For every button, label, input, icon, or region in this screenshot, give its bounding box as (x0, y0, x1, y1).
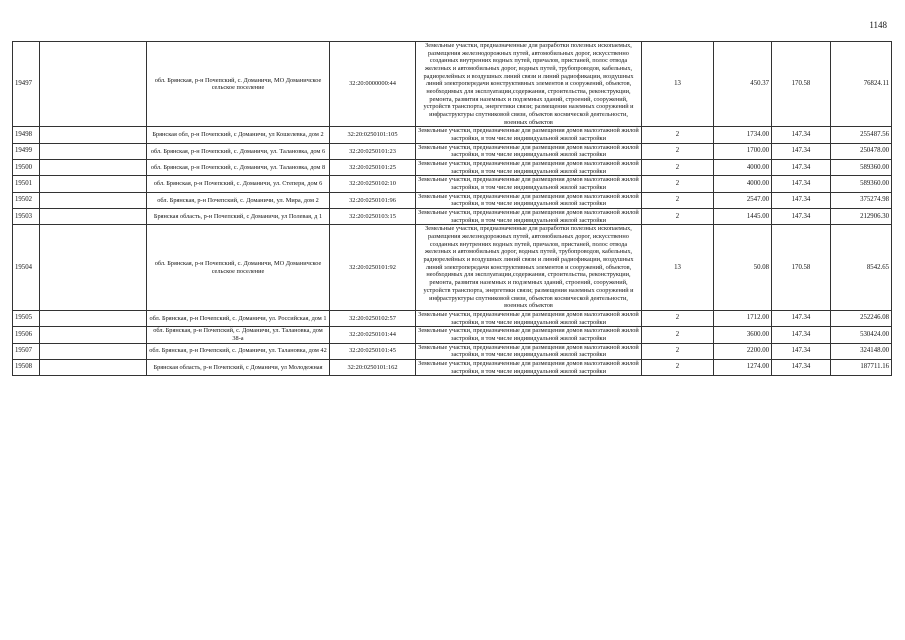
record-number: 19505 (13, 310, 40, 326)
land-use-cell: Земельные участки, предназначенные для размещения домов малоэтажной жилой застройки, в том числе индивидуальной жилой застройки (416, 209, 642, 225)
cost-cell: 187711.16 (831, 359, 892, 375)
cadastral-number-cell: 32:20:0250101:44 (330, 327, 416, 343)
area-cell: 1734.00 (714, 127, 772, 143)
rate-cell: 147.34 (772, 160, 831, 176)
spacer-cell (40, 160, 147, 176)
spacer-cell (40, 209, 147, 225)
cost-cell: 589360.00 (831, 160, 892, 176)
record-number: 19503 (13, 209, 40, 225)
address-cell: обл. Брянская, р-н Почепский, с. Доманичи, ул. Степеря, дом 6 (147, 176, 330, 192)
area-cell: 1274.00 (714, 359, 772, 375)
cadastral-number-cell: 32:20:0250101:23 (330, 143, 416, 159)
cadastral-number-cell: 32:20:0250102:10 (330, 176, 416, 192)
group-cell: 2 (642, 143, 714, 159)
table-row (13, 225, 892, 310)
area-cell: 2547.00 (714, 192, 772, 208)
record-number: 19502 (13, 192, 40, 208)
table-row (13, 42, 892, 127)
area-cell: 2200.00 (714, 343, 772, 359)
cost-cell: 212906.30 (831, 209, 892, 225)
page-number: 1148 (869, 20, 887, 30)
table-row (13, 343, 892, 359)
table-row (13, 143, 892, 159)
area-cell: 50.08 (714, 225, 772, 310)
rate-cell: 147.34 (772, 143, 831, 159)
land-use-cell: Земельные участки, предназначенные для размещения домов малоэтажной жилой застройки, в том числе индивидуальной жилой застройки (416, 327, 642, 343)
land-use-cell: Земельные участки, предназначенные для размещения домов малоэтажной жилой застройки, в том числе индивидуальной жилой застройки (416, 127, 642, 143)
address-cell: Брянская область, р-н Почепский, с Доманичи, ул Молодежная (147, 359, 330, 375)
table-row (13, 310, 892, 326)
table-row (13, 327, 892, 343)
rate-cell: 147.34 (772, 209, 831, 225)
rate-cell: 147.34 (772, 359, 831, 375)
rate-cell: 170.58 (772, 42, 831, 127)
record-number: 19508 (13, 359, 40, 375)
table-row (13, 192, 892, 208)
group-cell: 13 (642, 225, 714, 310)
spacer-cell (40, 143, 147, 159)
table-row (13, 160, 892, 176)
spacer-cell (40, 343, 147, 359)
spacer-cell (40, 310, 147, 326)
land-use-cell: Земельные участки, предназначенные для разработки полезных ископаемых, размещения железнодорожных путей, автомобильных дорог, искусственно созданных внутренних водных путей, причалов, пристаней, полос отвода железных и автомобильных дорог, водных путей, трубопроводов, кабельных, радиорелейных и воздушных линий связи и линий радиофикации, воздушных линий электропередачи конструктивных элементов и сооружений, объектов, необходимых для эксплуатации,содержания, строительства, реконструкции, ремонта, развития наземных и подземных зданий, строений, сооружений, устройств транспорта, энергетики связи; размещения наземных сооружений и инфраструктуры спутниковой связи, объектов космической деятельности, военных объектов (416, 225, 642, 310)
area-cell: 1700.00 (714, 143, 772, 159)
cost-cell: 255487.56 (831, 127, 892, 143)
rate-cell: 147.34 (772, 176, 831, 192)
address-cell: обл. Брянская, р-н Почепский, с. Доманичи, МО Доманичское сельское поселение (147, 225, 330, 310)
cost-cell: 8542.65 (831, 225, 892, 310)
table-body (13, 42, 892, 376)
land-use-cell: Земельные участки, предназначенные для размещения домов малоэтажной жилой застройки, в том числе индивидуальной жилой застройки (416, 343, 642, 359)
rate-cell: 147.34 (772, 327, 831, 343)
table-row (13, 176, 892, 192)
rate-cell: 147.34 (772, 343, 831, 359)
record-number: 19498 (13, 127, 40, 143)
table-row (13, 209, 892, 225)
cadastral-number-cell: 32:20:0250102:57 (330, 310, 416, 326)
record-number: 19501 (13, 176, 40, 192)
record-number: 19497 (13, 42, 40, 127)
spacer-cell (40, 359, 147, 375)
group-cell: 2 (642, 176, 714, 192)
cost-cell: 375274.98 (831, 192, 892, 208)
area-cell: 4000.00 (714, 176, 772, 192)
address-cell: обл. Брянская, р-н Почепский, с. Доманичи, ул. Талановка, дом 8 (147, 160, 330, 176)
land-use-cell: Земельные участки, предназначенные для разработки полезных ископаемых, размещения железнодорожных путей, автомобильных дорог, искусственно созданных внутренних водных путей, причалов, пристаней, полос отвода железных и автомобильных дорог, водных путей, трубопроводов, кабельных, радиорелейных и воздушных линий связи и линий радиофикации, воздушных линий электропередачи конструктивных элементов и сооружений, объектов, необходимых для эксплуатации,содержания, строительства, реконструкции, ремонта, развития наземных и подземных зданий, строений, сооружений, устройств транспорта, энергетики связи; размещения наземных сооружений и инфраструктуры спутниковой связи, объектов космической деятельности, военных объектов (416, 42, 642, 127)
record-number: 19504 (13, 225, 40, 310)
table-row (13, 127, 892, 143)
cadastral-number-cell: 32:20:0250101:45 (330, 343, 416, 359)
rate-cell: 147.34 (772, 127, 831, 143)
cadastral-number-cell: 32:20:0000000:44 (330, 42, 416, 127)
cost-cell: 589360.00 (831, 176, 892, 192)
address-cell: обл. Брянская, р-н Почепский, с. Доманичи, МО Доманичское сельское поселение (147, 42, 330, 127)
address-cell: обл. Брянская, р-н Почепский, с. Доманичи, ул. Талановка, дом 6 (147, 143, 330, 159)
address-cell: обл. Брянская, р-н Почепский, с. Доманичи, ул. Талановка, дом 38-а (147, 327, 330, 343)
cost-cell: 76824.11 (831, 42, 892, 127)
address-cell: Брянская обл, р-н Почепский, с Доманичи, ул Кошелевка, дом 2 (147, 127, 330, 143)
group-cell: 2 (642, 359, 714, 375)
group-cell: 2 (642, 327, 714, 343)
rate-cell: 147.34 (772, 310, 831, 326)
cost-cell: 250478.00 (831, 143, 892, 159)
land-use-cell: Земельные участки, предназначенные для размещения домов малоэтажной жилой застройки, в том числе индивидуальной жилой застройки (416, 192, 642, 208)
spacer-cell (40, 327, 147, 343)
rate-cell: 170.58 (772, 225, 831, 310)
address-cell: Брянская область, р-н Почепский, с Доманичи, ул Полевая, д 1 (147, 209, 330, 225)
group-cell: 2 (642, 160, 714, 176)
spacer-cell (40, 192, 147, 208)
address-cell: обл. Брянская, р-н Почепский, с. Доманичи, ул. Российская, дом 1 (147, 310, 330, 326)
land-use-cell: Земельные участки, предназначенные для размещения домов малоэтажной жилой застройки, в том числе индивидуальной жилой застройки (416, 160, 642, 176)
area-cell: 1445.00 (714, 209, 772, 225)
cadastral-number-cell: 32:20:0250101:92 (330, 225, 416, 310)
record-number: 19506 (13, 327, 40, 343)
record-number: 19507 (13, 343, 40, 359)
address-cell: обл. Брянская, р-н Почепский, с. Доманичи, ул. Мира, дом 2 (147, 192, 330, 208)
land-use-cell: Земельные участки, предназначенные для размещения домов малоэтажной жилой застройки, в том числе индивидуальной жилой застройки (416, 310, 642, 326)
spacer-cell (40, 127, 147, 143)
land-registry-table (12, 41, 892, 376)
group-cell: 2 (642, 127, 714, 143)
area-cell: 450.37 (714, 42, 772, 127)
rate-cell: 147.34 (772, 192, 831, 208)
area-cell: 1712.00 (714, 310, 772, 326)
land-use-cell: Земельные участки, предназначенные для размещения домов малоэтажной жилой застройки, в том числе индивидуальной жилой застройки (416, 359, 642, 375)
table-row (13, 359, 892, 375)
cadastral-number-cell: 32:20:0250101:96 (330, 192, 416, 208)
cadastral-number-cell: 32:20:0250101:105 (330, 127, 416, 143)
area-cell: 4000.00 (714, 160, 772, 176)
group-cell: 13 (642, 42, 714, 127)
land-use-cell: Земельные участки, предназначенные для размещения домов малоэтажной жилой застройки, в том числе индивидуальной жилой застройки (416, 176, 642, 192)
cost-cell: 252246.08 (831, 310, 892, 326)
spacer-cell (40, 225, 147, 310)
cadastral-number-cell: 32:20:0250101:162 (330, 359, 416, 375)
land-use-cell: Земельные участки, предназначенные для размещения домов малоэтажной жилой застройки, в том числе индивидуальной жилой застройки (416, 143, 642, 159)
group-cell: 2 (642, 343, 714, 359)
cadastral-number-cell: 32:20:0250103:15 (330, 209, 416, 225)
record-number: 19500 (13, 160, 40, 176)
group-cell: 2 (642, 192, 714, 208)
spacer-cell (40, 176, 147, 192)
record-number: 19499 (13, 143, 40, 159)
cadastral-number-cell: 32:20:0250101:25 (330, 160, 416, 176)
cost-cell: 530424.00 (831, 327, 892, 343)
spacer-cell (40, 42, 147, 127)
area-cell: 3600.00 (714, 327, 772, 343)
group-cell: 2 (642, 310, 714, 326)
group-cell: 2 (642, 209, 714, 225)
address-cell: обл. Брянская, р-н Почепский, с. Доманичи, ул. Талановка, дом 42 (147, 343, 330, 359)
cost-cell: 324148.00 (831, 343, 892, 359)
